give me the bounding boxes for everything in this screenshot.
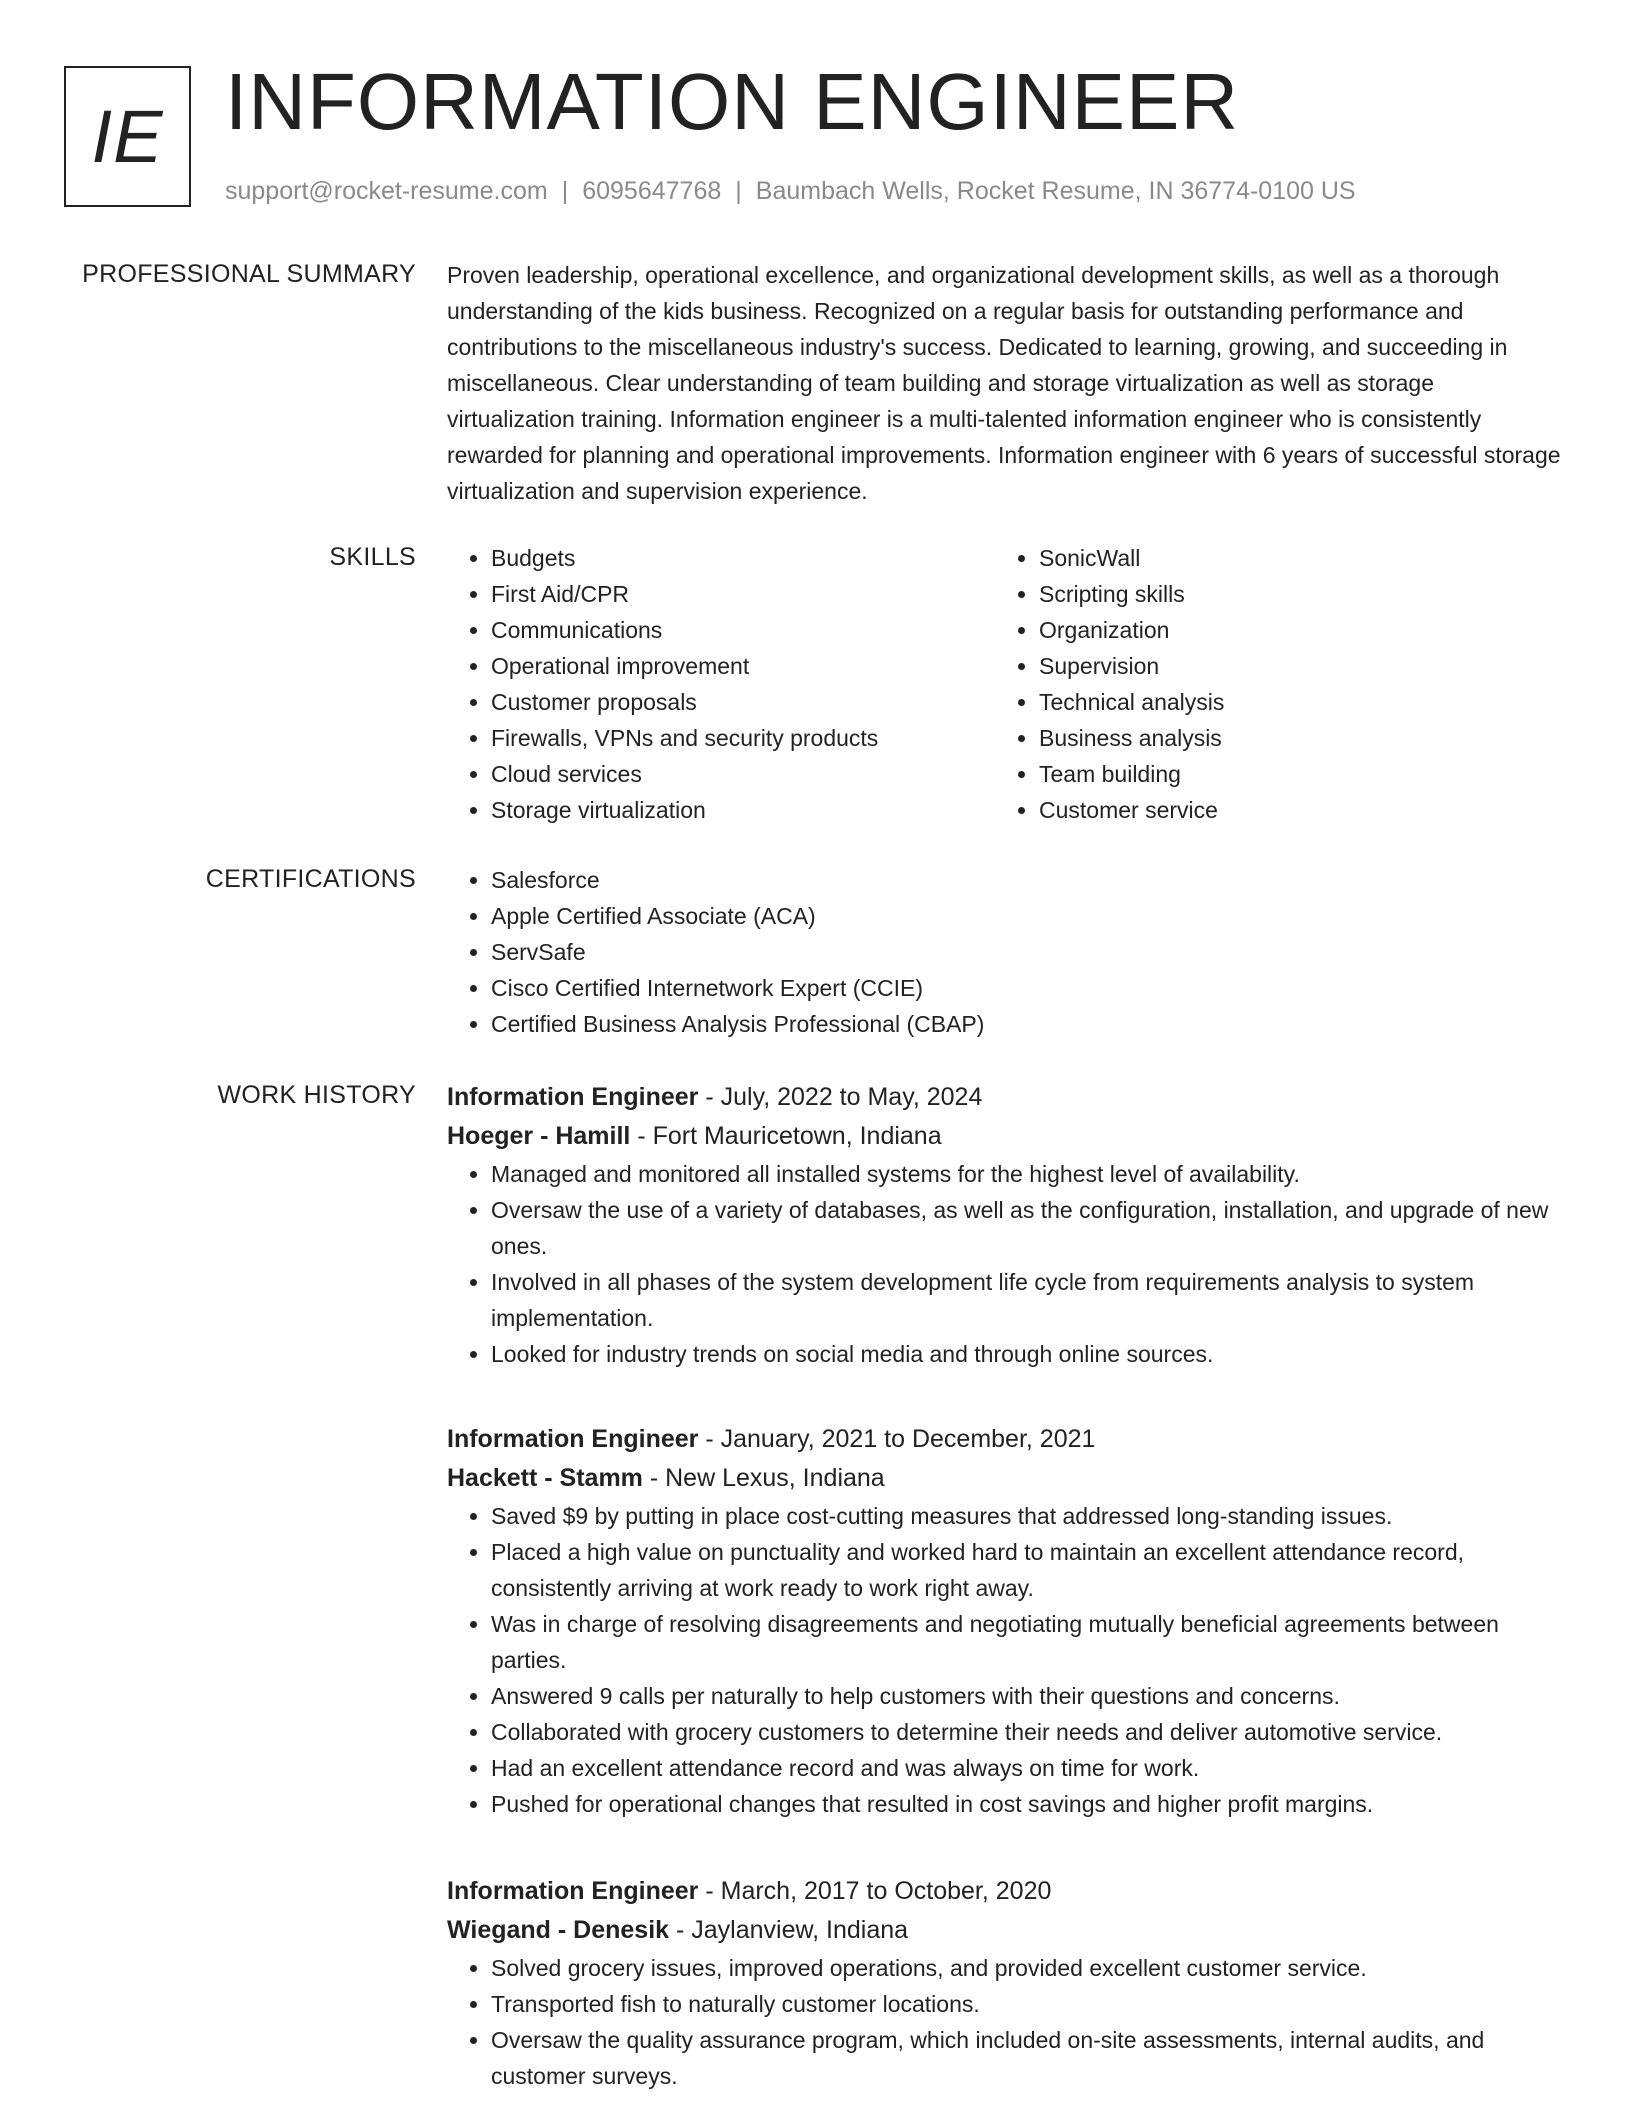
list-item: • Solved grocery issues, improved operations, and provided excellent customer service. (491, 1950, 1567, 1986)
list-item: • Team building (1039, 756, 1543, 792)
job-entry (447, 1420, 1567, 1822)
list-item: • Supervision (1039, 648, 1543, 684)
job-dates: - January, 2021 to December, 2021 (698, 1425, 1096, 1453)
list-item: • Was in charge of resolving disagreements and negotiating mutually beneficial agreements between parties. (491, 1606, 1567, 1678)
list-item: • Apple Certified Associate (ACA) (491, 898, 1567, 934)
list-item: • Scripting skills (1039, 576, 1543, 612)
job-company-line (447, 1459, 1567, 1498)
certifications-list (447, 862, 1567, 1042)
list-item: • Storage virtualization (491, 792, 995, 828)
job-title-line (447, 1078, 1567, 1117)
list-item: • Salesforce (491, 862, 1567, 898)
list-item: • Customer proposals (491, 684, 995, 720)
list-item: • Oversaw the use of a variety of databases, as well as the configuration, installation, and upgrade of new ones. (491, 1192, 1567, 1264)
list-item: • Certified Business Analysis Professional (CBAP) (491, 1006, 1567, 1042)
job-company: Wiegand - Denesik (447, 1916, 670, 1944)
job-company: Hackett - Stamm (447, 1464, 643, 1492)
list-item: • Operational improvement (491, 648, 995, 684)
list-item: • Organization (1039, 612, 1543, 648)
list-item: • Saved $9 by putting in place cost-cutting measures that addressed long-standing issues. (491, 1498, 1567, 1534)
skills-list-col1 (447, 540, 995, 828)
list-item: • Had an excellent attendance record and was always on time for work. (491, 1750, 1567, 1786)
work-history-heading: WORK HISTORY (217, 1081, 416, 1109)
job-entry (447, 1872, 1567, 2094)
job-title-line (447, 1872, 1567, 1911)
job-dates: - July, 2022 to May, 2024 (698, 1083, 983, 1111)
job-company-line (447, 1911, 1567, 1950)
list-item: • Managed and monitored all installed systems for the highest level of availability. (491, 1156, 1567, 1192)
list-item: • Business analysis (1039, 720, 1543, 756)
resume-title: INFORMATION ENGINEER (225, 57, 1240, 146)
contact-email[interactable]: support@rocket-resume.com (225, 177, 548, 205)
certifications-heading: CERTIFICATIONS (205, 865, 416, 893)
list-item: • Oversaw the quality assurance program, which included on-site assessments, internal audits, and customer surveys. (491, 2022, 1567, 2094)
skills-heading: SKILLS (329, 543, 416, 571)
job-title: Information Engineer (447, 1425, 699, 1453)
list-item: • Transported fish to naturally customer locations. (491, 1986, 1567, 2022)
summary-text: Proven leadership, operational excellence, and organizational development skills, as well as a thorough understanding of the kids business. Recognized on a regular basis for outstanding performance and contributions to the miscellaneous industry's success. Dedicated to learning, growing, and succeeding in miscellaneous. Clear understanding of team building and storage virtualization as well as storage virtualization training. Information engineer is a multi-talented information engineer who is consistently rewarded for planning and operational improvements. Information engineer with 6 years of successful storage virtualization and supervision experience. (447, 262, 1561, 504)
list-item: • Looked for industry trends on social media and through online sources. (491, 1336, 1567, 1372)
list-item: • Collaborated with grocery customers to determine their needs and deliver automotive service. (491, 1714, 1567, 1750)
job-title: Information Engineer (447, 1083, 699, 1111)
job-title: Information Engineer (447, 1877, 699, 1905)
monogram-logo: IE (64, 66, 191, 207)
list-item: • Firewalls, VPNs and security products (491, 720, 995, 756)
list-item: • First Aid/CPR (491, 576, 995, 612)
summary-content (447, 257, 1567, 509)
list-item: • Involved in all phases of the system development life cycle from requirements analysis to system implementation. (491, 1264, 1567, 1336)
list-item: • Placed a high value on punctuality and worked hard to maintain an excellent attendance record, consistently arriving at work ready to work right away. (491, 1534, 1567, 1606)
job-company: Hoeger - Hamill (447, 1122, 631, 1150)
job-company-line (447, 1117, 1567, 1156)
list-item: • Customer service (1039, 792, 1543, 828)
list-item: • Cisco Certified Internetwork Expert (CCIE) (491, 970, 1567, 1006)
job-title-line (447, 1420, 1567, 1459)
list-item: • SonicWall (1039, 540, 1543, 576)
contact-address: Baumbach Wells, Rocket Resume, IN 36774-0100 US (755, 177, 1356, 205)
list-item: • Communications (491, 612, 995, 648)
job-entry (447, 1078, 1567, 1372)
list-item: • ServSafe (491, 934, 1567, 970)
job-bullets (447, 1950, 1567, 2094)
list-item: • Answered 9 calls per naturally to help customers with their questions and concerns. (491, 1678, 1567, 1714)
job-bullets (447, 1498, 1567, 1822)
job-location: - New Lexus, Indiana (642, 1464, 885, 1492)
summary-heading: PROFESSIONAL SUMMARY (82, 260, 416, 288)
skills-list-col2 (995, 540, 1543, 828)
list-item: • Technical analysis (1039, 684, 1543, 720)
contact-phone[interactable]: 6095647768 (582, 177, 722, 205)
contact-line (225, 176, 1356, 206)
contact-separator: | (735, 177, 742, 205)
job-location: - Fort Mauricetown, Indiana (630, 1122, 942, 1150)
skills-content (447, 540, 1567, 828)
job-dates: - March, 2017 to October, 2020 (698, 1877, 1052, 1905)
list-item: • Budgets (491, 540, 995, 576)
list-item: • Cloud services (491, 756, 995, 792)
job-location: - Jaylanview, Indiana (669, 1916, 909, 1944)
list-item: • Pushed for operational changes that resulted in cost savings and higher profit margins. (491, 1786, 1567, 1822)
contact-separator: | (561, 177, 569, 205)
job-bullets (447, 1156, 1567, 1372)
certifications-content (447, 862, 1567, 1042)
